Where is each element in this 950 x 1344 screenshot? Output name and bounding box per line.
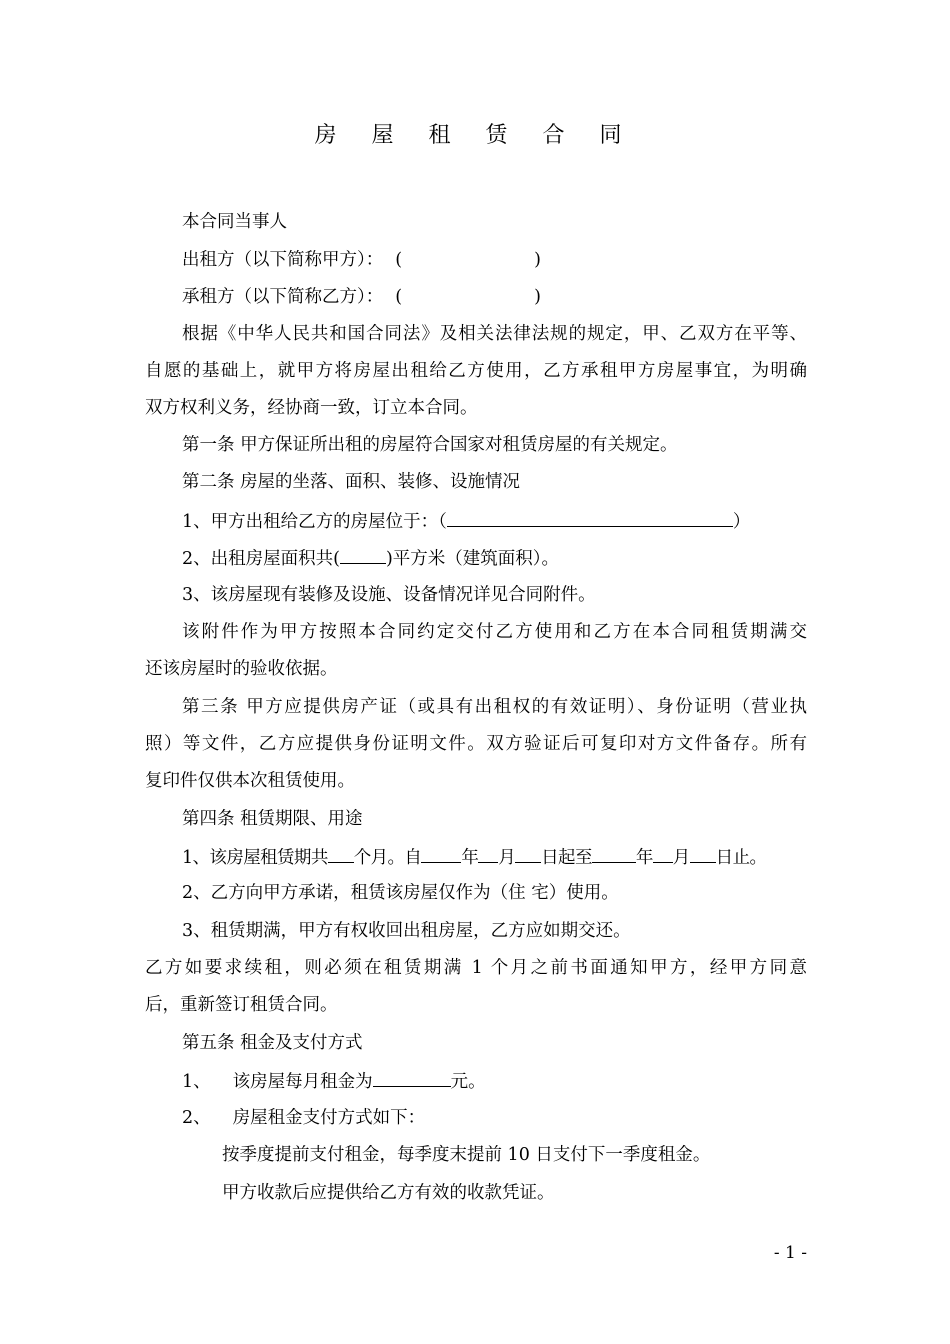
term-prefix: 1、该房屋租赁期共 — [182, 848, 328, 868]
payment-detail-1: 按季度提前支付租金，每季度末提前 10 日支付下一季度租金。 — [222, 1145, 711, 1165]
location-blank[interactable] — [447, 508, 733, 527]
rent-item-number: 1、 — [182, 1072, 211, 1092]
end-month-label: 月 — [672, 848, 690, 868]
end-day-label: 日止。 — [715, 848, 767, 868]
article-5-heading: 第五条 租金及支付方式 — [182, 1033, 363, 1053]
parties-heading: 本合同当事人 — [182, 212, 287, 232]
article-2-item-1 — [182, 508, 750, 534]
term-until-label: 日起至 — [541, 848, 592, 868]
renewal-line-1: 乙方如要求续租，则必须在租赁期满 1 个月之前书面通知甲方，经甲方同意 — [145, 958, 807, 978]
start-day-blank[interactable] — [515, 844, 541, 863]
article-3-line-1: 第三条 甲方应提供房产证（或具有出租权的有效证明）、身份证明（营业执 — [182, 697, 807, 717]
monthly-rent-blank[interactable] — [373, 1068, 451, 1087]
article-4-item-1 — [182, 844, 766, 870]
attachment-note-line-2: 还该房屋时的验收依据。 — [145, 659, 338, 679]
area-prefix: 2、出租房屋面积共( — [182, 549, 340, 569]
end-year-blank[interactable] — [592, 844, 636, 863]
renewal-line-2: 后，重新签订租赁合同。 — [145, 995, 338, 1015]
preamble-line-1: 根据《中华人民共和国合同法》及相关法律法规的规定，甲、乙双方在平等、 — [182, 324, 807, 344]
start-month-blank[interactable] — [478, 844, 498, 863]
article-1: 第一条 甲方保证所出租的房屋符合国家对租赁房屋的有关规定。 — [182, 435, 678, 455]
article-4-item-3: 3、租赁期满，甲方有权收回出租房屋，乙方应如期交还。 — [182, 921, 631, 941]
article-3-line-2: 照）等文件，乙方应提供身份证明文件。双方验证后可复印对方文件备存。所有 — [145, 734, 807, 754]
lessor-paren-open: ( — [395, 250, 403, 270]
area-suffix: )平方米（建筑面积）。 — [385, 549, 560, 569]
article-4-item-2: 2、乙方向甲方承诺，租赁该房屋仅作为（住 宅）使用。 — [182, 883, 619, 903]
rent-suffix: 元。 — [450, 1072, 486, 1092]
end-day-blank[interactable] — [690, 844, 716, 863]
page-number: - 1 - — [773, 1243, 807, 1263]
area-blank[interactable] — [340, 545, 386, 564]
preamble-line-3: 双方权利义务，经协商一致，订立本合同。 — [145, 398, 478, 418]
start-month-label: 月 — [498, 848, 516, 868]
lessor-line — [182, 248, 541, 272]
article-2-item-2 — [182, 545, 559, 571]
document-title: 房 屋 租 赁 合 同 — [314, 123, 636, 148]
lessee-line — [182, 285, 541, 309]
term-months-blank[interactable] — [328, 844, 354, 863]
article-4-heading: 第四条 租赁期限、用途 — [182, 809, 363, 829]
lessor-label: 出租方（以下简称甲方）： — [182, 250, 384, 270]
article-3-line-3: 复印件仅供本次租赁使用。 — [145, 771, 355, 791]
payment-method-label: 房屋租金支付方式如下： — [232, 1108, 426, 1128]
term-from-label: 个月。自 — [353, 848, 422, 868]
end-year-label: 年 — [635, 848, 653, 868]
lessee-label: 承租方（以下简称乙方）： — [182, 287, 384, 307]
article-5-item-1 — [182, 1068, 486, 1094]
payment-item-number: 2、 — [182, 1108, 211, 1128]
preamble-line-2: 自愿的基础上，就甲方将房屋出租给乙方使用，乙方承租甲方房屋事宜，为明确 — [145, 361, 807, 381]
rent-prefix: 该房屋每月租金为 — [232, 1072, 373, 1092]
lessee-paren-open: ( — [395, 287, 403, 307]
article-2-item-3: 3、该房屋现有装修及设施、设备情况详见合同附件。 — [182, 585, 596, 605]
attachment-note-line-1: 该附件作为甲方按照本合同约定交付乙方使用和乙方在本合同租赁期满交 — [182, 622, 807, 642]
lessee-paren-close: ) — [534, 287, 541, 307]
lessor-paren-close: ) — [534, 250, 541, 270]
start-year-blank[interactable] — [421, 844, 461, 863]
location-prefix: 1、甲方出租给乙方的房屋位于：（ — [182, 512, 447, 532]
payment-detail-2: 甲方收款后应提供给乙方有效的收款凭证。 — [222, 1183, 555, 1203]
article-5-item-2 — [182, 1106, 425, 1130]
end-month-blank[interactable] — [653, 844, 673, 863]
location-suffix: ） — [732, 512, 751, 532]
start-year-label: 年 — [461, 848, 479, 868]
article-2-heading: 第二条 房屋的坐落、面积、装修、设施情况 — [182, 472, 521, 492]
